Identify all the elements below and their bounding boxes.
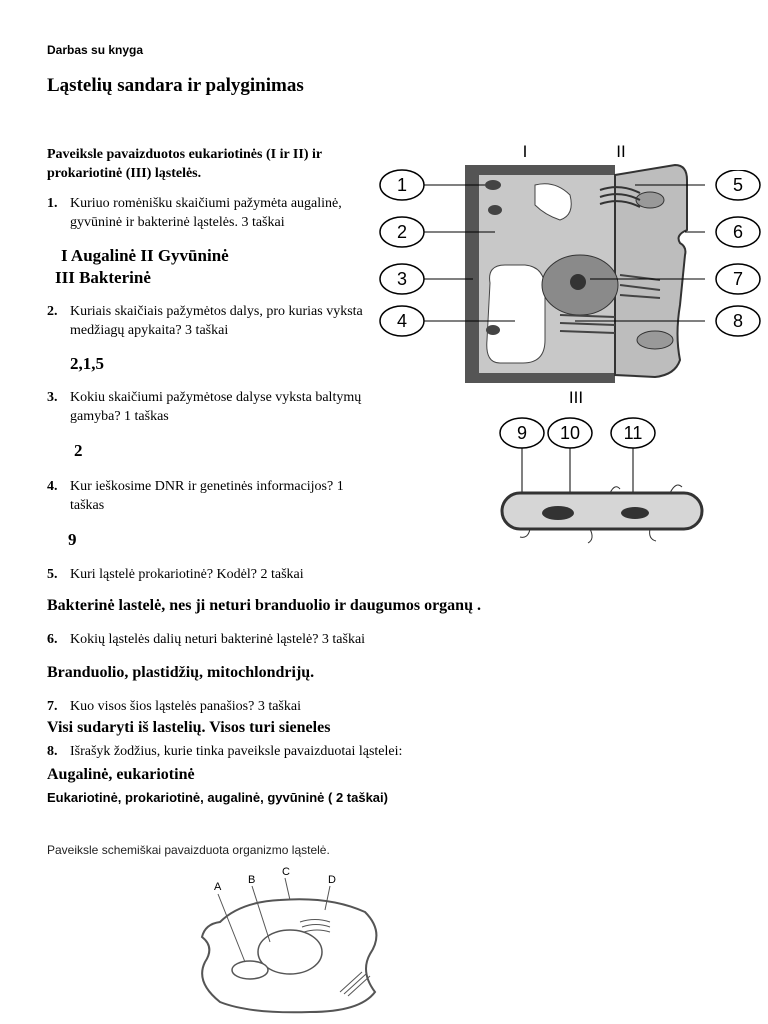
question-1 xyxy=(47,194,377,232)
nucleoid xyxy=(542,506,574,520)
answer-4: 9 xyxy=(68,530,77,549)
roman-label-II: II xyxy=(616,142,626,161)
label-2: 2 xyxy=(396,222,408,242)
question-number: 5. xyxy=(47,567,58,582)
roman-label-I: I xyxy=(522,142,528,161)
question-text: Kur ieškosime DNR ir genetinės informacijos? 1 taškas xyxy=(70,479,344,513)
question-3 xyxy=(47,388,367,426)
answer-8: Augalinė, eukariotinė xyxy=(47,766,195,783)
plant-cell-bottom-wall xyxy=(465,373,615,383)
figure-2-caption: Paveiksle schemiškai pavaizduota organizmo ląstelė. xyxy=(47,843,330,857)
chloroplast xyxy=(486,325,500,335)
question-number: 8. xyxy=(47,744,58,759)
label-B: B xyxy=(248,874,256,886)
question-text: Kokiu skaičiumi pažymėtose dalyse vyksta baltymų gamyba? 1 taškas xyxy=(70,390,362,424)
question-number: 4. xyxy=(47,479,58,494)
question-5 xyxy=(47,565,447,584)
header-label: Darbas su knyga xyxy=(47,43,144,57)
plant-cell-top-wall xyxy=(465,165,615,175)
question-2 xyxy=(47,302,367,340)
question-8 xyxy=(47,742,467,761)
label-5-text: 5 xyxy=(732,175,744,195)
answer-7: Visi sudaryti iš lastelių. Visos turi sieneles xyxy=(47,719,331,736)
question-text: Išrašyk žodžius, kurie tinka paveiksle pavaizduotai ląstelei: xyxy=(70,744,403,759)
nucleolus xyxy=(570,274,586,290)
question-number: 3. xyxy=(47,390,58,405)
label-A: A xyxy=(214,881,222,893)
label-3: 3 xyxy=(396,269,408,289)
label-6-text: 6 xyxy=(732,222,744,242)
right-label-circles xyxy=(700,170,766,340)
answer-6: Branduolio, plastidžių, mitochlondrijų. xyxy=(47,664,315,681)
central-vacuole xyxy=(487,265,545,363)
question-number: 7. xyxy=(47,699,58,714)
question-number: 2. xyxy=(47,304,58,319)
mitochondrion xyxy=(636,192,664,208)
answer-1-line-2: III Bakterinė xyxy=(55,268,151,287)
plant-cell-wall xyxy=(465,165,479,383)
answer-1-line-1: I Augalinė II Gyvūninė xyxy=(61,246,229,265)
answer-5: Bakterinė lastelė, nes ji neturi branduolio ir daugumos organų . xyxy=(47,597,481,614)
intro-text: Paveiksle pavaizduotos eukariotinės (I ir II) ir prokariotinė (III) ląstelės. xyxy=(47,147,322,181)
question-number: 1. xyxy=(47,196,58,211)
label-9: 9 xyxy=(516,423,528,443)
label-4: 4 xyxy=(396,311,408,331)
bacterium-figure xyxy=(470,385,720,545)
chloroplast xyxy=(485,180,501,190)
mitochondrion xyxy=(637,331,673,349)
label-C: C xyxy=(282,866,290,878)
question-text: Kuri ląstelė prokariotinė? Kodėl? 2 taškai xyxy=(70,567,304,582)
answer-3: 2 xyxy=(74,441,83,460)
label-7-text: 7 xyxy=(732,269,744,289)
mitochondrion xyxy=(232,961,268,979)
chloroplast xyxy=(488,205,502,215)
question-4 xyxy=(47,477,372,515)
question-text: Kokių ląstelės dalių neturi bakterinė ląstelė? 3 taškai xyxy=(70,632,366,647)
answer-2: 2,1,5 xyxy=(70,354,104,373)
label-10: 10 xyxy=(559,423,581,443)
word-options: Eukariotinė, prokariotinė, augalinė, gyvūninė ( 2 taškai) xyxy=(47,790,388,805)
question-text: Kuriais skaičiais pažymėtos dalys, pro kurias vyksta medžiagų apykaita? 3 taškai xyxy=(70,304,363,338)
organism-cell-figure xyxy=(190,862,390,1020)
question-7 xyxy=(47,697,447,716)
page-title: Ląstelių sandara ir palyginimas xyxy=(47,75,304,96)
label-D: D xyxy=(328,874,336,886)
roman-label-III: III xyxy=(568,388,584,407)
question-text: Kuo visos šios ląstelės panašios? 3 taškai xyxy=(70,699,301,714)
nucleoid xyxy=(621,507,649,519)
question-text: Kuriuo romėnišku skaičiumi pažymėta augalinė, gyvūninė ir bakterinė ląstelės. 3 taškai xyxy=(70,196,342,230)
label-8-text: 8 xyxy=(732,311,744,331)
label-1: 1 xyxy=(396,175,408,195)
question-6 xyxy=(47,630,447,649)
question-number: 6. xyxy=(47,632,58,647)
bacterium-body xyxy=(502,493,702,529)
label-11: 11 xyxy=(623,423,643,443)
